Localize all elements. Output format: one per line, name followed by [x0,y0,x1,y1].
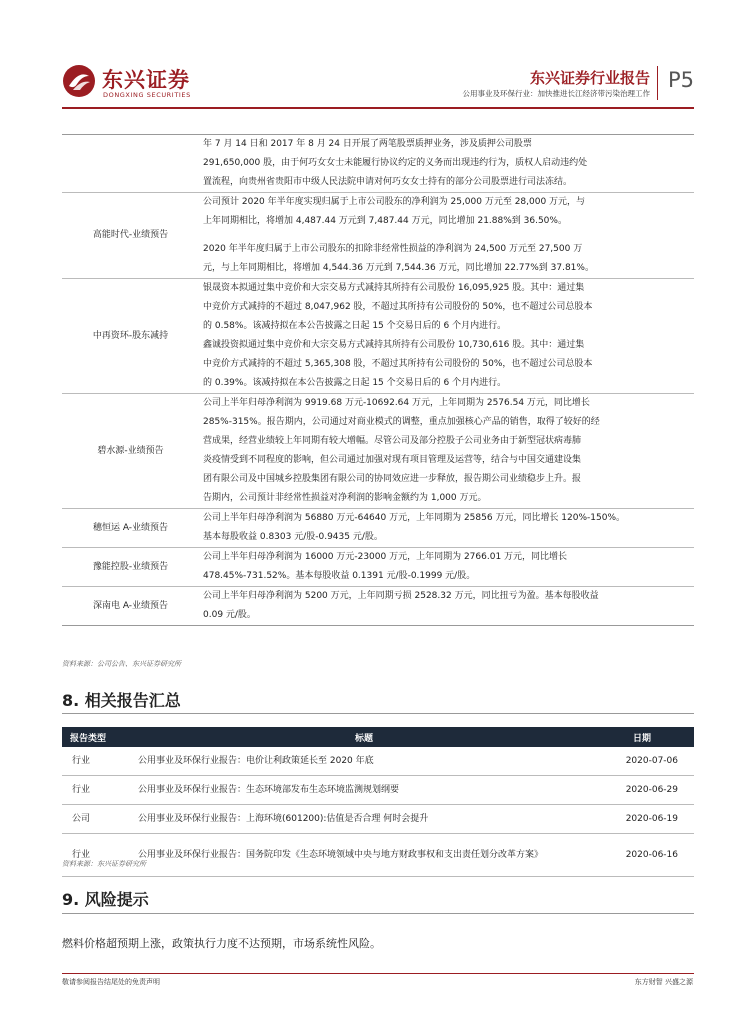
header-rule [62,107,694,109]
content-line: 291,650,000 股，由于何巧女女士未能履行协议约定的义务而出现违约行为，质权人启动违约处 [203,158,588,168]
company-name: 中再资环-股东减持 [62,279,199,394]
table-row [62,776,694,805]
report-subtitle: 公用事业及环保行业：加快推进长江经济带污染治理工作 [462,89,650,98]
content-line: 478.45%-731.52%。基本每股收益 0.1391 元/股-0.1999 元/股。 [203,571,476,581]
table-row [62,747,694,776]
report-link[interactable]: 公用事业及环保行业报告：国务院印发《生态环境领域中央与地方财政事权和支出责任划分改革方案》 [138,834,590,877]
content-line: 的 0.39%。该减持拟在本公告披露之日起 15 个交易日后的 6 个月内进行。 [203,378,507,388]
company-name: 高能时代-业绩预告 [62,193,199,279]
announcement-content [199,394,694,509]
table-row [62,509,694,548]
announcement-content [199,509,694,548]
section-rule [62,713,694,714]
content-line: 炎疫情受到不同程度的影响，但公司通过加强对现有项目管理及运营等，结合与中国交通建设集 [203,455,582,465]
footer-slogan: 东方财智 兴盛之源 [634,978,693,986]
related-reports-table [62,727,694,877]
footer-disclaimer-link[interactable]: 敬请参阅报告结尾处的免责声明 [62,978,160,986]
report-link[interactable]: 公用事业及环保行业报告：上海环境(601200):估值是否合理 何时会提升 [138,805,590,834]
reports-source-note: 资料来源：东兴证券研究所 [62,860,146,868]
logo-english-text: DONGXING SECURITIES [103,91,191,99]
content-line: 置流程，向贵州省贵阳市中级人民法院申请对何巧女女士持有的部分公司股票进行司法冻结。 [203,177,573,187]
content-line: 元，与上年同期相比，将增加 4,544.36 万元到 7,544.36 万元，同比增加 22.77%到 37.81%。 [203,263,594,273]
report-type: 行业 [62,776,138,805]
content-line: 上年同期相比，将增加 4,487.44 万元到 7,487.44 万元，同比增加 21.88%到 36.50%。 [203,216,567,226]
announcement-content [199,279,694,394]
content-line: 基本每股收益 0.8303 元/股-0.9435 元/股。 [203,532,383,542]
content-line: 285%-315%。报告期内，公司通过对商业模式的调整，重点加强核心产品的销售，取得了较好的经 [203,417,600,427]
company-name [62,135,199,193]
report-title: 东兴证券行业报告 [529,69,650,87]
content-line: 团有限公司及中国城乡控股集团有限公司的协同效应进一步释放，报告期公司业绩稳步上升。报 [203,474,582,484]
table-header-row [62,727,694,747]
table-row [62,834,694,877]
table-source-note: 资料来源：公司公告、东兴证券研究所 [62,660,181,668]
company-announcement-table [62,134,694,626]
company-name: 穗恒运 A-业绩预告 [62,509,199,548]
risk-text: 燃料价格超预期上涨，政策执行力度不达预期，市场系统性风险。 [62,937,381,950]
content-line: 告期内，公司预计非经常性损益对净利润的影响金额约为 1,000 万元。 [203,493,487,503]
content-line: 中竞价方式减持的不超过 8,047,962 股，不超过其所持有公司股份的 50%，也不超过公司总股本 [203,302,593,312]
report-date: 2020-07-06 [590,747,694,776]
table-row [62,805,694,834]
content-line: 银晟资本拟通过集中竞价和大宗交易方式减持其所持有公司股份 16,095,925 股。其中：通过集 [203,283,585,293]
table-row [62,587,694,626]
announcement-content [199,193,694,279]
content-line: 年 7 月 14 日和 2017 年 8 月 24 日开展了两笔股票质押业务，涉及质押公司股票 [203,139,532,149]
report-type: 行业 [62,834,138,877]
header-divider [657,66,658,100]
content-line: 鑫诚投资拟通过集中竞价和大宗交易方式减持其所持有公司股份 10,730,616 股。其中：通过集 [203,340,585,350]
section-rule [62,913,694,914]
content-line: 公司上半年归母净利润为 5200 万元，上年同期亏损 2528.32 万元，同比扭亏为盈。基本每股收益 [203,591,599,601]
table-row [62,193,694,279]
content-line: 公司上半年归母净利润为 9919.68 万元-10692.64 万元，上年同期为 2576.54 万元，同比增长 [203,398,590,408]
content-line: 中竞价方式减持的不超过 5,365,308 股，不超过其所持有公司股份的 50%，也不超过公司总股本 [203,359,593,369]
table-row [62,548,694,587]
content-line: 公司上半年归母净利润为 56880 万元-64640 万元，上年同期为 25856 万元，同比增长 120%-150%。 [203,513,626,523]
report-date: 2020-06-29 [590,776,694,805]
table-row [62,279,694,394]
announcement-content [199,135,694,193]
content-line: 公司上半年归母净利润为 16000 万元-23000 万元，上年同期为 2766.01 万元，同比增长 [203,552,568,562]
company-name: 深南电 A-业绩预告 [62,587,199,626]
report-link[interactable]: 公用事业及环保行业报告：电价让利政策延长至 2020 年底 [138,747,590,776]
table-row [62,394,694,509]
column-header-title: 标题 [138,727,590,747]
company-name: 豫能控股-业绩预告 [62,548,199,587]
column-header-date: 日期 [590,727,694,747]
report-date: 2020-06-16 [590,834,694,877]
report-type: 行业 [62,747,138,776]
report-type: 公司 [62,805,138,834]
content-line: 营成果，经营业绩较上年同期有较大增幅。尽管公司及部分控股子公司业务由于新型冠状病毒肺 [203,436,582,446]
announcement-content [199,587,694,626]
report-link[interactable]: 公用事业及环保行业报告：生态环境部发布生态环境监测规划纲要 [138,776,590,805]
content-line: 公司预计 2020 年半年度实现归属于上市公司股东的净利润为 25,000 万元至 28,000 万元，与 [203,197,586,207]
company-name: 碧水源-业绩预告 [62,394,199,509]
content-line: 0.09 元/股。 [203,610,256,620]
report-date: 2020-06-19 [590,805,694,834]
company-logo-icon [62,64,96,98]
content-line: 2020 年半年度归属于上市公司股东的扣除非经常性损益的净利润为 24,500 万元至 27,500 万 [203,244,583,254]
column-header-type: 报告类型 [62,727,138,747]
content-line: 的 0.58%。该减持拟在本公告披露之日起 15 个交易日后的 6 个月内进行。 [203,321,507,331]
announcement-content [199,548,694,587]
footer-rule [62,973,694,974]
page-number: P5 [668,68,695,92]
section-title-risk: 9. 风险提示 [62,890,149,909]
logo-text: 东兴证券 [102,68,190,92]
section-title-related-reports: 8. 相关报告汇总 [62,691,181,710]
table-row [62,135,694,193]
